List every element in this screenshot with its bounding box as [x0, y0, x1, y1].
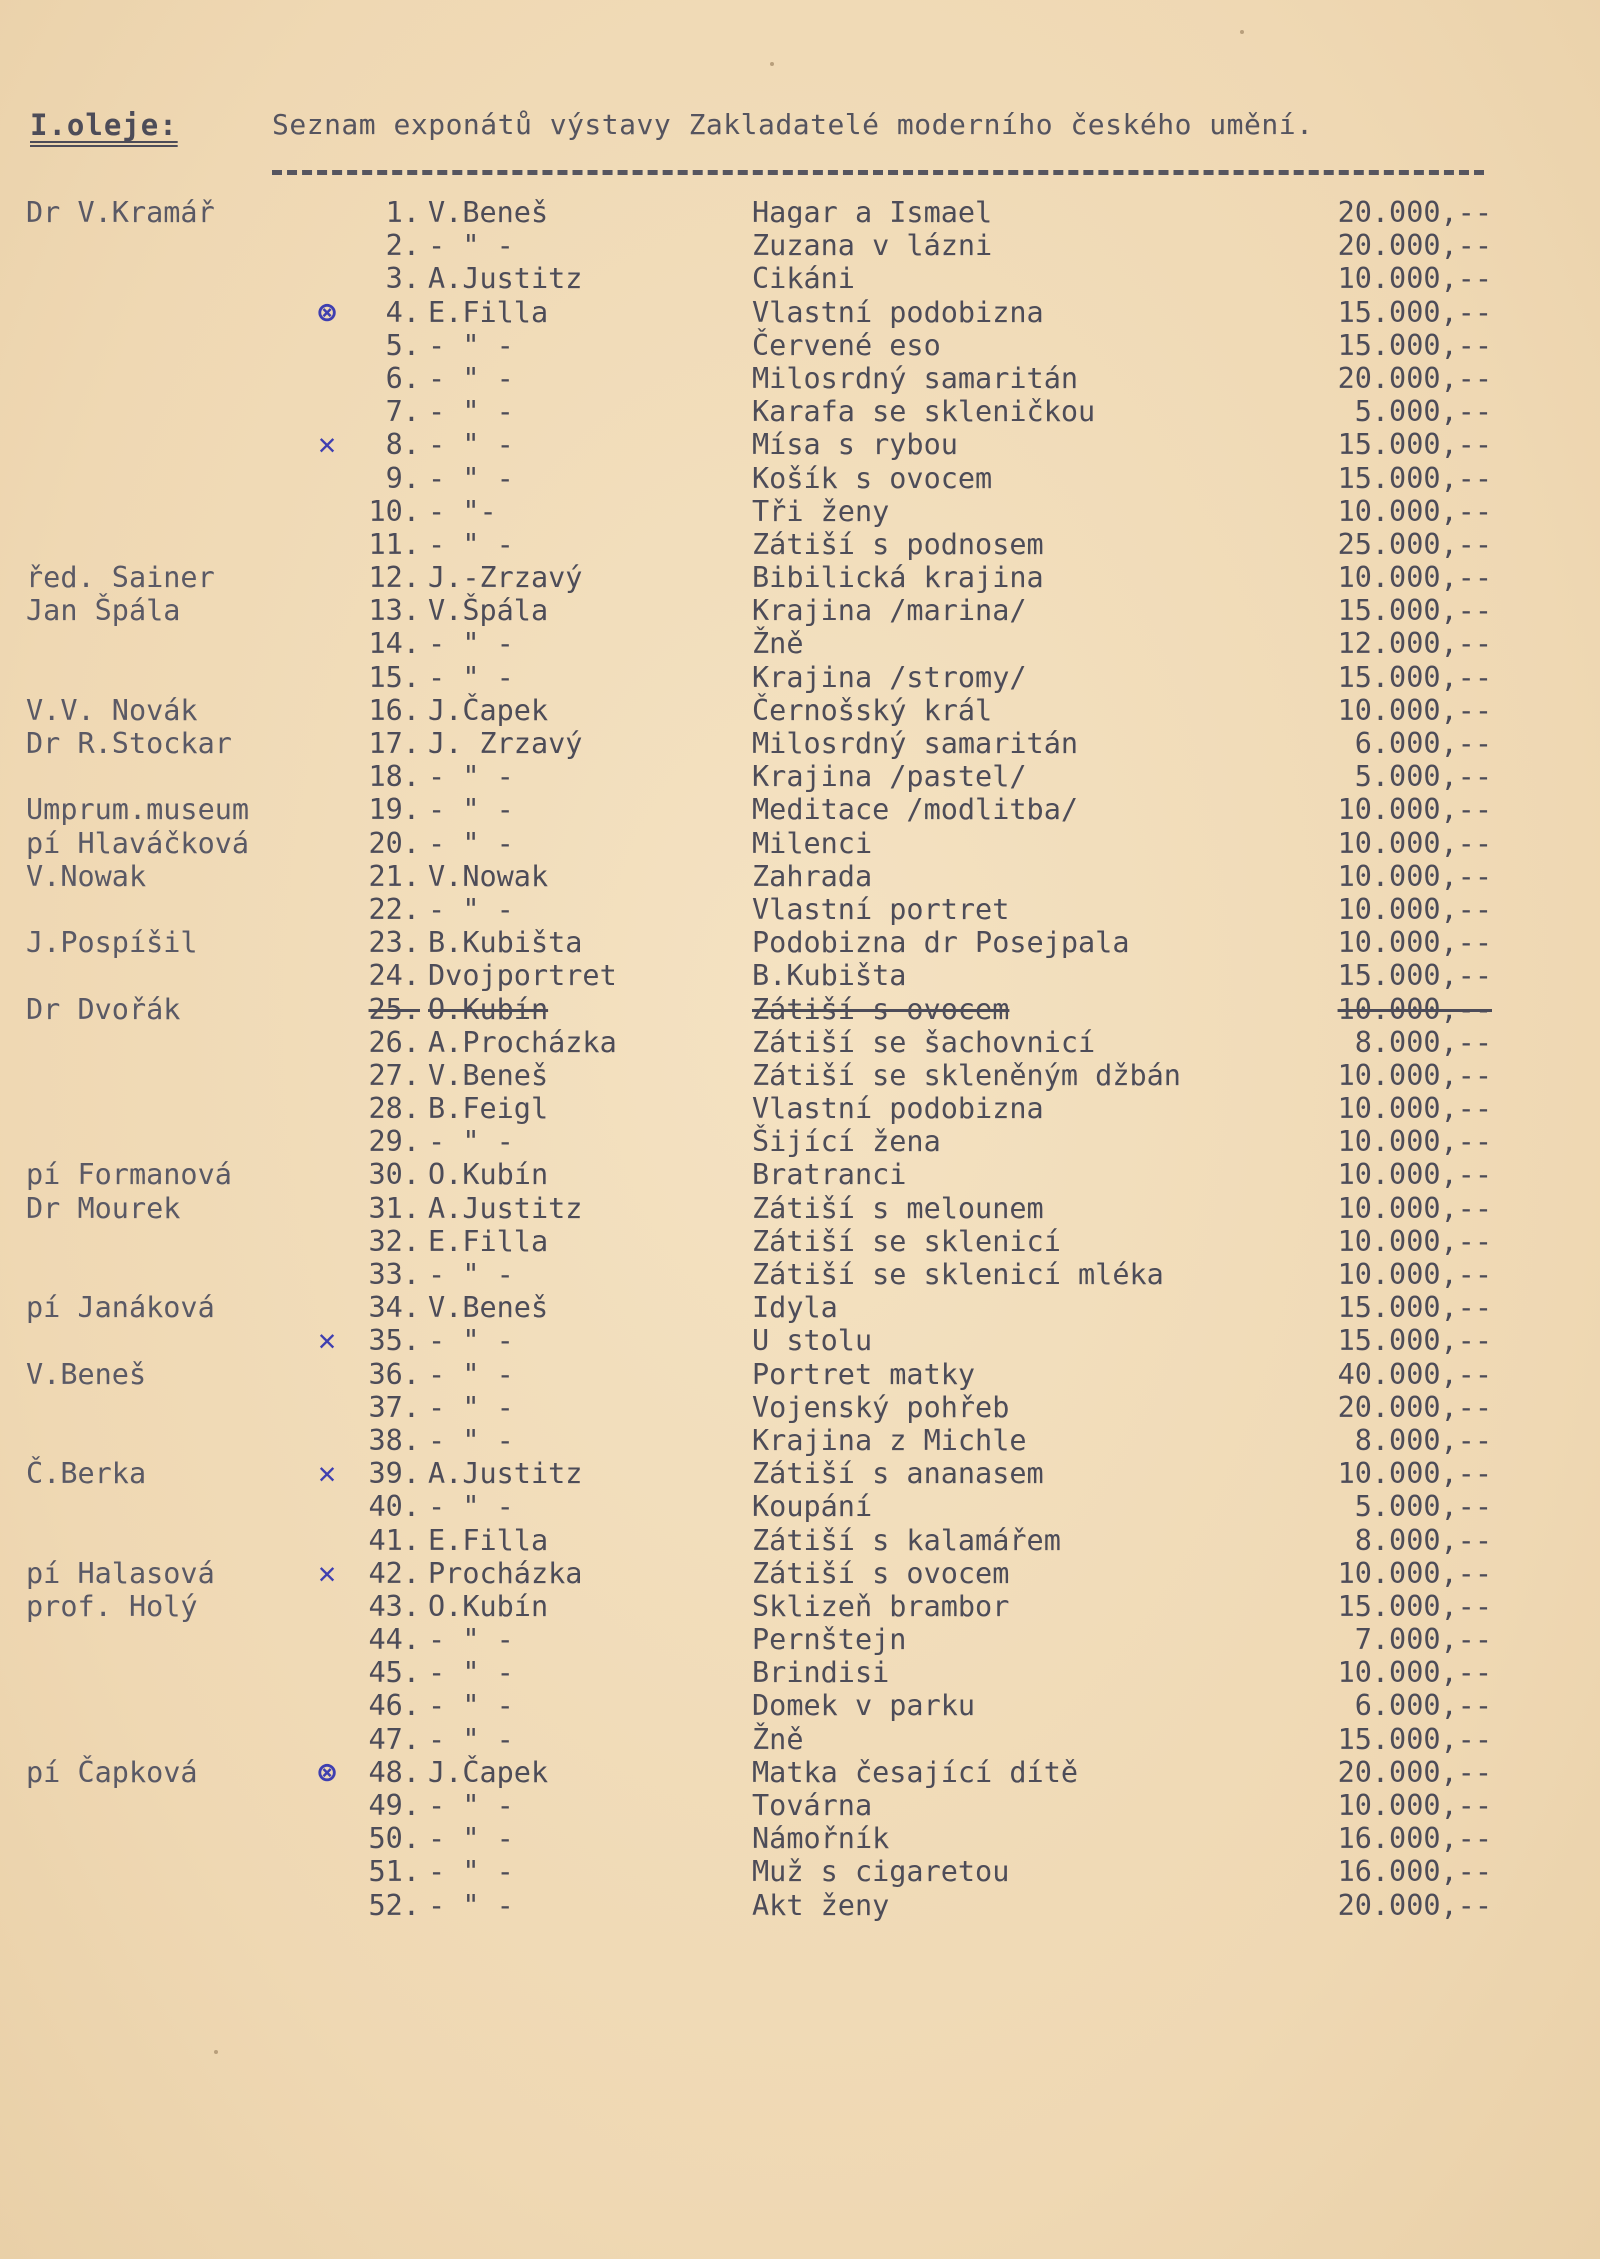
artwork-title: Zátiší s ovocem [752, 1556, 1010, 1590]
price-value: 10.000,-- [1337, 1656, 1492, 1690]
artwork-title: Košík s ovocem [752, 461, 993, 495]
price-value: 10.000,-- [1337, 1125, 1492, 1159]
exhibit-row [0, 561, 1600, 594]
catalogue-number: 19. [368, 793, 420, 827]
price-value: 5.000,-- [1354, 1490, 1492, 1524]
exhibit-row [0, 893, 1600, 926]
price-value: 20.000,-- [1337, 1390, 1492, 1424]
artist-name: - " - [428, 1689, 514, 1723]
price-value: 20.000,-- [1337, 361, 1492, 395]
artist-name: J.Čapek [428, 693, 549, 727]
artist-name: Procházka [428, 1556, 583, 1590]
exhibit-row [0, 1258, 1600, 1291]
artist-name: E.Filla [428, 295, 549, 329]
catalogue-number: 50. [368, 1822, 420, 1856]
price-value: 10.000,-- [1337, 494, 1492, 528]
lender-name: J.Pospíšil [26, 926, 198, 960]
pencil-mark: ✕ [318, 1456, 337, 1492]
artist-name: V.Špála [428, 594, 549, 628]
exhibit-row [0, 362, 1600, 395]
lender-name: pí Janáková [26, 1291, 215, 1325]
artist-name: A.Justitz [428, 1457, 583, 1491]
price-value: 8.000,-- [1354, 1423, 1492, 1457]
pencil-mark: ✕ [318, 427, 337, 463]
artwork-title: Zátiší s podnosem [752, 527, 1044, 561]
catalogue-number: 6. [385, 361, 420, 395]
artist-name: - " - [428, 1357, 514, 1391]
pencil-mark: ✕ [318, 1323, 337, 1359]
exhibit-row [0, 694, 1600, 727]
catalogue-number: 9. [385, 461, 420, 495]
exhibit-row [0, 661, 1600, 694]
exhibit-row [0, 827, 1600, 860]
catalogue-number: 15. [368, 660, 420, 694]
artwork-title: Bibilická krajina [752, 561, 1044, 595]
price-value: 15.000,-- [1337, 1324, 1492, 1358]
exhibit-row [0, 1059, 1600, 1092]
exhibit-row [0, 1158, 1600, 1191]
catalogue-number: 12. [368, 561, 420, 595]
exhibit-row [0, 1424, 1600, 1457]
price-value: 10.000,-- [1337, 859, 1492, 893]
artwork-title: Vlastní portret [752, 892, 1010, 926]
catalogue-number: 21. [368, 859, 420, 893]
catalogue-number: 2. [385, 229, 420, 263]
price-value: 10.000,-- [1337, 1224, 1492, 1258]
artist-name: - " - [428, 1822, 514, 1856]
artwork-title: Karafa se skleničkou [752, 395, 1096, 429]
catalogue-number: 29. [368, 1125, 420, 1159]
lender-name: pí Formanová [26, 1158, 232, 1192]
artist-name: - " - [428, 826, 514, 860]
price-value: 15.000,-- [1337, 594, 1492, 628]
exhibit-row [0, 1756, 1600, 1789]
exhibit-row [0, 727, 1600, 760]
lender-name: pí Halasová [26, 1556, 215, 1590]
price-value: 15.000,-- [1337, 959, 1492, 993]
catalogue-number: 36. [368, 1357, 420, 1391]
artwork-title: Krajina /stromy/ [752, 660, 1027, 694]
price-value: 16.000,-- [1337, 1822, 1492, 1856]
artwork-title: Zahrada [752, 859, 873, 893]
artist-name: - " - [428, 1623, 514, 1657]
catalogue-number: 48. [368, 1755, 420, 1789]
artwork-title: Vojenský pohřeb [752, 1390, 1010, 1424]
artist-name: - " - [428, 1423, 514, 1457]
catalogue-number: 33. [368, 1258, 420, 1291]
exhibit-row [0, 594, 1600, 627]
catalogue-number: 43. [368, 1589, 420, 1623]
price-value: 15.000,-- [1337, 1291, 1492, 1325]
artist-name: - " - [428, 892, 514, 926]
catalogue-number: 39. [368, 1457, 420, 1491]
artwork-title: Zátiší se skleněným džbán [752, 1058, 1181, 1092]
artist-name: O.Kubín [428, 1158, 549, 1192]
exhibit-row [0, 1192, 1600, 1225]
artist-name: A.Justitz [428, 262, 583, 296]
artwork-title: Muž s cigaretou [752, 1855, 1010, 1889]
artist-name: - " - [428, 660, 514, 694]
price-value: 10.000,-- [1337, 1789, 1492, 1822]
catalogue-number: 41. [368, 1523, 420, 1557]
catalogue-number: 28. [368, 1092, 420, 1126]
catalogue-number: 47. [368, 1722, 420, 1756]
lender-name: Umprum.museum [26, 793, 250, 827]
artwork-title: Šijící žena [752, 1125, 941, 1159]
exhibit-row [0, 1391, 1600, 1424]
artwork-title: Červené eso [752, 328, 941, 362]
price-value: 15.000,-- [1337, 1589, 1492, 1623]
lender-name: Dr Dvořák [26, 992, 181, 1026]
lender-name: V.V. Novák [26, 693, 198, 727]
artist-name: - " - [428, 627, 514, 661]
artwork-title: Domek v parku [752, 1689, 976, 1723]
artist-name: - " - [428, 1490, 514, 1524]
catalogue-number: 46. [368, 1689, 420, 1723]
artist-name: - " - [428, 1789, 514, 1822]
artist-name: - " - [428, 1125, 514, 1159]
artwork-title: Továrna [752, 1789, 873, 1822]
catalogue-number: 3. [385, 262, 420, 296]
artist-name: V.Beneš [428, 1291, 549, 1325]
catalogue-number: 52. [368, 1888, 420, 1922]
artist-name: - " - [428, 1324, 514, 1358]
lender-name: Č.Berka [26, 1457, 147, 1491]
catalogue-number: 37. [368, 1390, 420, 1424]
exhibit-row [0, 1590, 1600, 1623]
artist-name: J. Zrzavý [428, 727, 583, 760]
artist-name: V.Beneš [428, 1058, 549, 1092]
artwork-title: Podobizna dr Posejpala [752, 926, 1130, 960]
exhibit-row [0, 1557, 1600, 1590]
artwork-title: Zátiší s kalamářem [752, 1523, 1061, 1557]
artist-name: O.Kubín [428, 992, 549, 1026]
price-value: 12.000,-- [1337, 627, 1492, 661]
artist-name: - " - [428, 461, 514, 495]
catalogue-number: 22. [368, 892, 420, 926]
artwork-title: Matka česající dítě [752, 1755, 1079, 1789]
exhibit-row [0, 395, 1600, 428]
artwork-title: Zátiší se sklenicí mléka [752, 1258, 1164, 1291]
exhibit-row [0, 1524, 1600, 1557]
price-value: 10.000,-- [1337, 992, 1492, 1026]
catalogue-number: 23. [368, 926, 420, 960]
artist-name: - " - [428, 328, 514, 362]
artist-name: A.Justitz [428, 1191, 583, 1225]
exhibit-row [0, 329, 1600, 362]
price-value: 10.000,-- [1337, 892, 1492, 926]
exhibit-row [0, 1324, 1600, 1357]
artist-name: - " - [428, 1888, 514, 1922]
artist-name: B.Kubišta [428, 926, 583, 960]
price-value: 15.000,-- [1337, 328, 1492, 362]
artist-name: V.Beneš [428, 196, 549, 229]
exhibit-row [0, 1623, 1600, 1656]
artwork-title: Námořník [752, 1822, 890, 1856]
exhibit-row [0, 1689, 1600, 1722]
exhibit-row [0, 1889, 1600, 1922]
artist-name: O.Kubín [428, 1589, 549, 1623]
catalogue-number: 18. [368, 760, 420, 794]
exhibit-row [0, 528, 1600, 561]
artist-name: J.-Zrzavý [428, 561, 583, 595]
artwork-title: Sklizeň brambor [752, 1589, 1010, 1623]
artwork-title: Černošský král [752, 693, 993, 727]
price-value: 20.000,-- [1337, 1755, 1492, 1789]
catalogue-number: 1. [385, 196, 420, 229]
price-value: 15.000,-- [1337, 428, 1492, 462]
catalogue-number: 16. [368, 693, 420, 727]
catalogue-number: 35. [368, 1324, 420, 1358]
lender-name: V.Beneš [26, 1357, 147, 1391]
exhibit-row [0, 1026, 1600, 1059]
artwork-title: Milosrdný samaritán [752, 361, 1079, 395]
artist-name: - " - [428, 527, 514, 561]
catalogue-number: 34. [368, 1291, 420, 1325]
lender-name: pí Čapková [26, 1755, 198, 1789]
artwork-title: Zátiší se šachovnicí [752, 1025, 1096, 1059]
price-value: 10.000,-- [1337, 1191, 1492, 1225]
artist-name: E.Filla [428, 1224, 549, 1258]
lender-name: Dr R.Stockar [26, 727, 232, 760]
exhibit-row [0, 1092, 1600, 1125]
dashed-divider [272, 170, 1484, 175]
artist-name: B.Feigl [428, 1092, 549, 1126]
artwork-title: Bratranci [752, 1158, 907, 1192]
price-value: 10.000,-- [1337, 1258, 1492, 1291]
price-value: 10.000,-- [1337, 561, 1492, 595]
catalogue-number: 31. [368, 1191, 420, 1225]
catalogue-number: 7. [385, 395, 420, 429]
catalogue-number: 51. [368, 1855, 420, 1889]
price-value: 10.000,-- [1337, 262, 1492, 296]
artwork-title: Zátiší s ananasem [752, 1457, 1044, 1491]
price-value: 8.000,-- [1354, 1025, 1492, 1059]
artwork-title: Tři ženy [752, 494, 890, 528]
artwork-title: B.Kubišta [752, 959, 907, 993]
price-value: 10.000,-- [1337, 1556, 1492, 1590]
artwork-title: Cikáni [752, 262, 855, 296]
price-value: 20.000,-- [1337, 229, 1492, 263]
artwork-title: Brindisi [752, 1656, 890, 1690]
exhibit-row [0, 1822, 1600, 1855]
exhibit-row [0, 793, 1600, 826]
exhibit-row [0, 1723, 1600, 1756]
lender-name: řed. Sainer [26, 561, 215, 595]
artist-name: E.Filla [428, 1523, 549, 1557]
artist-name: A.Procházka [428, 1025, 617, 1059]
exhibit-row [0, 1789, 1600, 1822]
lender-name: Dr Mourek [26, 1191, 181, 1225]
pencil-mark: ⊗ [318, 1754, 337, 1790]
catalogue-number: 40. [368, 1490, 420, 1524]
artist-name: - "- [428, 494, 497, 528]
catalogue-number: 45. [368, 1656, 420, 1690]
exhibit-list [0, 196, 1600, 1922]
lender-name: Jan Špála [26, 594, 181, 628]
artwork-title: Krajina /marina/ [752, 594, 1027, 628]
artwork-title: Krajina /pastel/ [752, 760, 1027, 794]
catalogue-number: 20. [368, 826, 420, 860]
catalogue-number: 10. [368, 494, 420, 528]
price-value: 15.000,-- [1337, 295, 1492, 329]
artist-name: Dvojportret [428, 959, 617, 993]
exhibit-row [0, 1225, 1600, 1258]
artist-name: J.Čapek [428, 1755, 549, 1789]
price-value: 10.000,-- [1337, 826, 1492, 860]
pencil-mark: ✕ [318, 1555, 337, 1591]
exhibit-row [0, 1457, 1600, 1490]
artist-name: - " - [428, 229, 514, 263]
artwork-title: Zátiší s melounem [752, 1191, 1044, 1225]
price-value: 20.000,-- [1337, 1888, 1492, 1922]
catalogue-number: 27. [368, 1058, 420, 1092]
document-title: Seznam exponátů výstavy Zakladatelé moderního českého umění. [272, 108, 1314, 141]
price-value: 6.000,-- [1354, 727, 1492, 760]
price-value: 10.000,-- [1337, 926, 1492, 960]
exhibit-row [0, 495, 1600, 528]
catalogue-number: 49. [368, 1789, 420, 1822]
exhibit-row [0, 959, 1600, 992]
exhibit-row [0, 860, 1600, 893]
exhibit-row [0, 1125, 1600, 1158]
artist-name: - " - [428, 428, 514, 462]
price-value: 15.000,-- [1337, 461, 1492, 495]
price-value: 10.000,-- [1337, 1058, 1492, 1092]
price-value: 15.000,-- [1337, 660, 1492, 694]
catalogue-number: 44. [368, 1623, 420, 1657]
catalogue-number: 11. [368, 527, 420, 561]
artwork-title: Mísa s rybou [752, 428, 958, 462]
artwork-title: Zátiší s ovocem [752, 992, 1010, 1026]
catalogue-number: 38. [368, 1423, 420, 1457]
artist-name: V.Nowak [428, 859, 549, 893]
artwork-title: Portret matky [752, 1357, 976, 1391]
exhibit-row [0, 760, 1600, 793]
exhibit-row [0, 229, 1600, 262]
exhibit-row [0, 262, 1600, 295]
price-value: 10.000,-- [1337, 693, 1492, 727]
lender-name: Dr V.Kramář [26, 196, 215, 229]
artist-name: - " - [428, 1722, 514, 1756]
price-value: 16.000,-- [1337, 1855, 1492, 1889]
artwork-title: Koupání [752, 1490, 873, 1524]
artwork-title: Krajina z Michle [752, 1423, 1027, 1457]
lender-name: pí Hlaváčková [26, 826, 250, 860]
artwork-title: Milosrdný samaritán [752, 727, 1079, 760]
exhibit-row [0, 1490, 1600, 1523]
catalogue-number: 26. [368, 1025, 420, 1059]
price-value: 10.000,-- [1337, 1158, 1492, 1192]
artist-name: - " - [428, 1656, 514, 1690]
catalogue-number: 42. [368, 1556, 420, 1590]
artwork-title: U stolu [752, 1324, 873, 1358]
artist-name: - " - [428, 1258, 514, 1291]
exhibit-row [0, 462, 1600, 495]
price-value: 25.000,-- [1337, 527, 1492, 561]
exhibit-row [0, 1656, 1600, 1689]
artist-name: - " - [428, 395, 514, 429]
artist-name: - " - [428, 760, 514, 794]
price-value: 40.000,-- [1337, 1357, 1492, 1391]
artwork-title: Hagar a Ismael [752, 196, 993, 229]
catalogue-number: 14. [368, 627, 420, 661]
artwork-title: Meditace /modlitba/ [752, 793, 1079, 827]
exhibit-row [0, 196, 1600, 229]
paper-speck [1240, 30, 1244, 34]
exhibit-row [0, 627, 1600, 660]
artwork-title: Vlastní podobizna [752, 295, 1044, 329]
price-value: 15.000,-- [1337, 1722, 1492, 1756]
paper-speck [770, 62, 774, 66]
price-value: 6.000,-- [1354, 1689, 1492, 1723]
catalogue-number: 30. [368, 1158, 420, 1192]
price-value: 10.000,-- [1337, 793, 1492, 827]
exhibit-row [0, 1291, 1600, 1324]
exhibit-row [0, 1358, 1600, 1391]
price-value: 10.000,-- [1337, 1457, 1492, 1491]
lender-name: prof. Holý [26, 1589, 198, 1623]
catalogue-number: 32. [368, 1224, 420, 1258]
price-value: 10.000,-- [1337, 1092, 1492, 1126]
exhibit-row [0, 993, 1600, 1026]
catalogue-number: 4. [385, 295, 420, 329]
artist-name: - " - [428, 1855, 514, 1889]
section-heading: I.oleje: [30, 108, 178, 142]
price-value: 8.000,-- [1354, 1523, 1492, 1557]
catalogue-number: 25. [368, 992, 420, 1026]
artist-name: - " - [428, 361, 514, 395]
artwork-title: Milenci [752, 826, 873, 860]
artwork-title: Zuzana v lázni [752, 229, 993, 263]
artwork-title: Akt ženy [752, 1888, 890, 1922]
catalogue-number: 24. [368, 959, 420, 993]
price-value: 5.000,-- [1354, 760, 1492, 794]
price-value: 20.000,-- [1337, 196, 1492, 229]
catalogue-number: 8. [385, 428, 420, 462]
exhibit-row [0, 296, 1600, 329]
artist-name: - " - [428, 793, 514, 827]
catalogue-number: 17. [368, 727, 420, 760]
artwork-title: Žně [752, 627, 804, 661]
exhibit-row [0, 1855, 1600, 1888]
artist-name: - " - [428, 1390, 514, 1424]
price-value: 7.000,-- [1354, 1623, 1492, 1657]
exhibit-row [0, 428, 1600, 461]
paper-speck [214, 2050, 218, 2054]
lender-name: V.Nowak [26, 859, 147, 893]
artwork-title: Zátiší se sklenicí [752, 1224, 1061, 1258]
price-value: 5.000,-- [1354, 395, 1492, 429]
artwork-title: Idyla [752, 1291, 838, 1325]
catalogue-number: 5. [385, 328, 420, 362]
pencil-mark: ⊗ [318, 294, 337, 330]
artwork-title: Žně [752, 1722, 804, 1756]
artwork-title: Vlastní podobizna [752, 1092, 1044, 1126]
artwork-title: Pernštejn [752, 1623, 907, 1657]
exhibit-row [0, 926, 1600, 959]
catalogue-number: 13. [368, 594, 420, 628]
